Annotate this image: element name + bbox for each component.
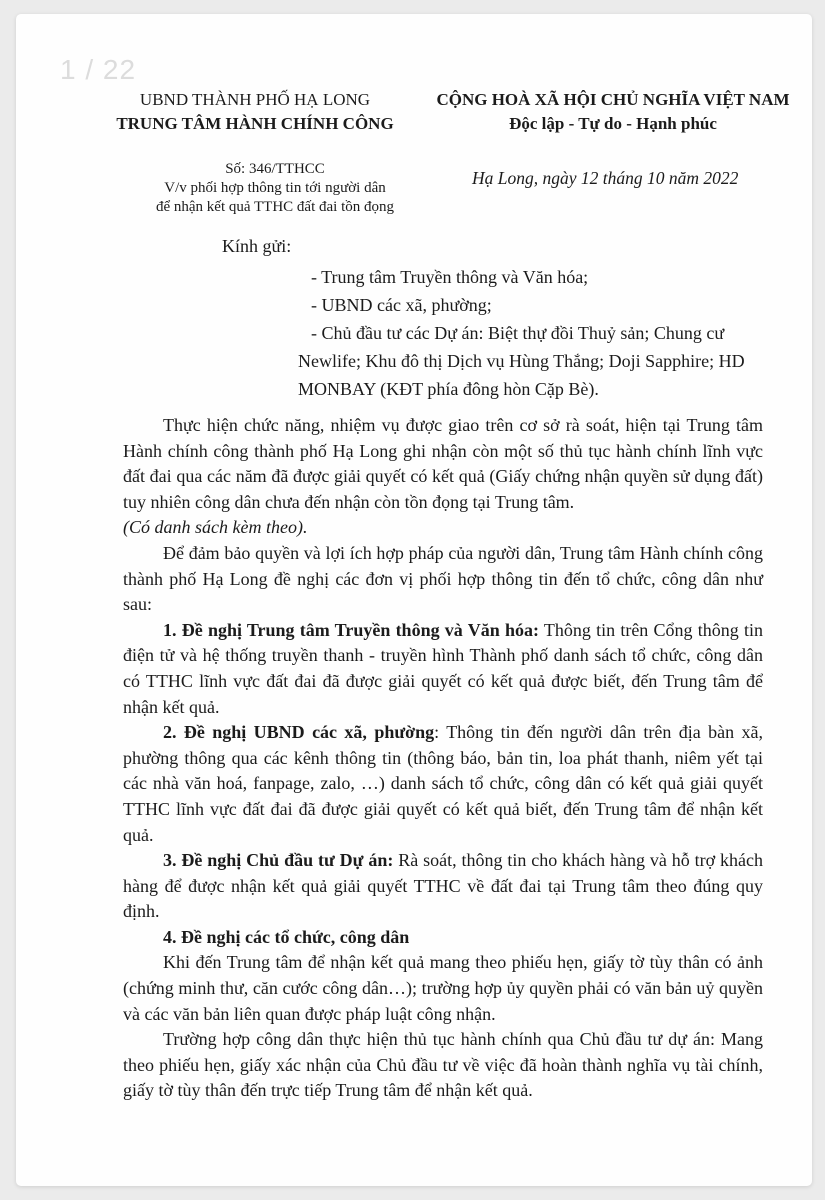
org-line-1: UBND THÀNH PHỐ HẠ LONG — [139, 90, 371, 109]
national-motto: Độc lập - Tự do - Hạnh phúc — [509, 114, 717, 133]
page-counter: 1 / 22 — [60, 54, 137, 85]
intro-text: Thực hiện chức năng, nhiệm vụ được giao trên cơ sở rà soát, hiện tại Trung tâm Hành chính công thành phố Hạ Long ghi nhận còn một số thủ tục hành chính lĩnh vực đất đai qua các năm đã được giải quyết có kết quả (Giấy chứng nhận quyền sử dụng đất) tuy nhiên công dân chưa đến nhận còn tồn đọng tại Trung tâm. — [123, 415, 763, 512]
item-4-heading: 4. Đề nghị các tổ chức, công dân — [163, 926, 410, 947]
item-1-text: Thông tin trên Cổng thông tin điện tử và hệ thống truyền thanh - truyền hình Thành phố danh sách tổ chức, công dân có TTHC lĩnh vực đất đai đã được giải quyết có kết quả được biết, đến Trung tâm để nhận kết quả. — [123, 619, 764, 717]
document-number: Số: 346/TTHCC — [225, 161, 325, 177]
document-number-block — [150, 160, 400, 217]
item-2-text: : Thông tin đến người dân trên địa bàn xã, phường thông qua các kênh thông tin (thông báo, bản tin, loa phát thanh, niêm yết tại các nhà văn hoá, fanpage, zalo, …) danh sách tổ chức, công dân có kết quả giải quyết TTHC lĩnh vực đất đai đã được giải quyết có kết quả biết, đến Trung tâm để nhận kết quả. — [123, 722, 763, 845]
intro-paragraph — [123, 413, 763, 515]
subject-line-1: V/v phối hợp thông tin tới người dân — [164, 180, 386, 196]
subject-line-2: để nhận kết quả TTHC đất đai tồn đọng — [155, 199, 394, 215]
nation-title: CỘNG HOÀ XÃ HỘI CHỦ NGHĨA VIỆT NAM — [436, 90, 790, 109]
national-header — [413, 88, 813, 136]
item-3 — [123, 848, 763, 925]
recipient-list — [298, 263, 771, 403]
attachment-note: (Có danh sách kèm theo). — [123, 517, 308, 538]
recipient-item: - Trung tâm Truyền thông và Văn hóa; — [311, 267, 589, 287]
org-line-2: TRUNG TÂM HÀNH CHÍNH CÔNG — [116, 114, 394, 133]
item-2-heading: 2. Đề nghị UBND các xã, phường — [163, 722, 435, 743]
date-line: Hạ Long, ngày 12 tháng 10 năm 2022 — [472, 168, 739, 188]
recipient-item: - UBND các xã, phường; — [311, 295, 492, 315]
item-4-paragraph-1: Khi đến Trung tâm để nhận kết quả mang theo phiếu hẹn, giấy tờ tùy thân có ảnh (chứng minh thư, căn cước công dân…); trường hợp ủy quyền phải có văn bản uỷ quyền và các văn bản liên quan được pháp luật công nhận. — [123, 952, 763, 1024]
item-1-heading: 1. Đề nghị Trung tâm Truyền thông và Văn hóa: — [163, 619, 539, 640]
document-body — [123, 413, 763, 1104]
item-3-text: Rà soát, thông tin cho khách hàng và hỗ trợ khách hàng để được nhận kết quả giải quyết TTHC về đất đai tại Trung tâm theo đúng quy định. — [123, 850, 763, 922]
item-4-paragraph-2: Trường hợp công dân thực hiện thủ tục hành chính qua Chủ đầu tư dự án: Mang theo phiếu hẹn, giấy xác nhận của Chủ đầu tư về việc đã hoàn thành nghĩa vụ tài chính, giấy tờ tùy thân đến trực tiếp Trung tâm để nhận kết quả. — [123, 1029, 763, 1101]
issuing-agency-header — [95, 88, 415, 136]
item-4 — [123, 925, 763, 951]
request-intro: Để đảm bảo quyền và lợi ích hợp pháp của người dân, Trung tâm Hành chính công thành phố Hạ Long đề nghị các đơn vị phối hợp thông tin đến tổ chức, công dân như sau: — [123, 542, 763, 615]
salutation: Kính gửi: — [222, 236, 292, 256]
item-1 — [123, 618, 763, 720]
recipient-item: - Chủ đầu tư các Dự án: Biệt thự đồi Thuỷ sản; Chung cư Newlife; Khu đô thị Dịch vụ Hùng Thắng; Doji Sapphire; HD MONBAY (KĐT phía đông hòn Cặp Bè). — [298, 323, 745, 399]
item-2 — [123, 720, 763, 848]
item-3-heading: 3. Đề nghị Chủ đầu tư Dự án: — [163, 850, 394, 871]
